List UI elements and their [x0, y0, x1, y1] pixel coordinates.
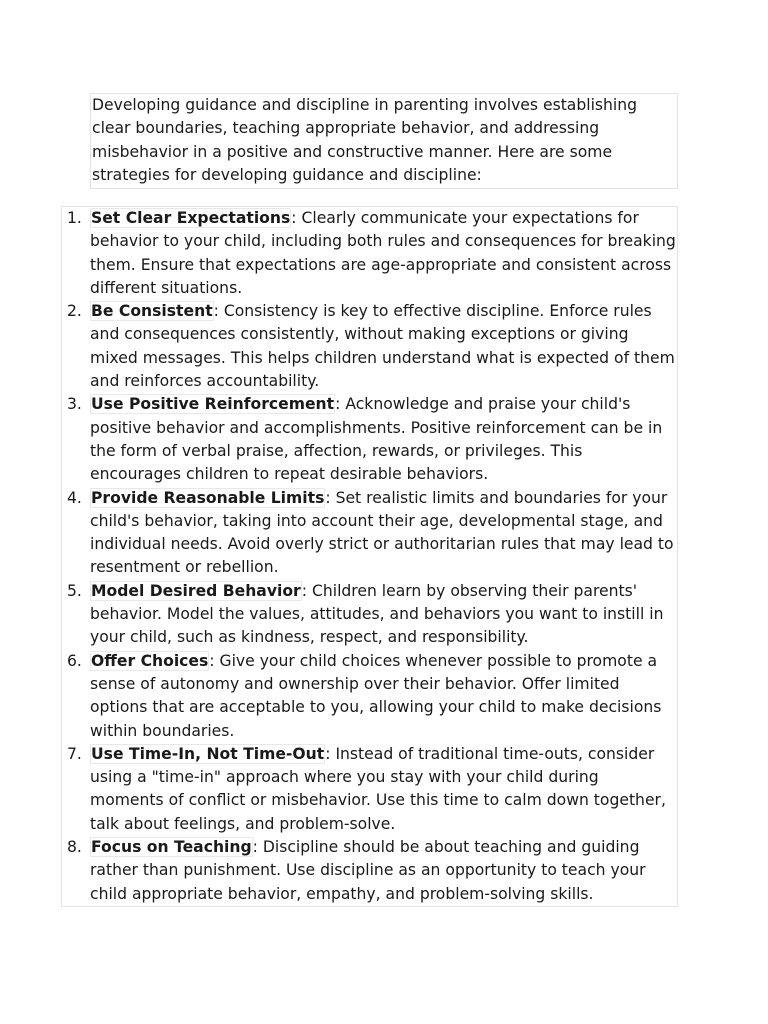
list-item-number: 2.: [67, 302, 82, 321]
list-item-text: : Set realistic limits and boundaries for your child's behavior, taking into account their age, developmental stage, and individual needs. Avoid overly strict or authoritarian rules that may lead to resentment or rebellion.: [90, 488, 674, 577]
list-item-text: : Instead of traditional time-outs, consider using a "time-in" approach where you stay with your child during moments of conflict or misbehavior. Use this time to calm down together, talk about feelings, and problem-solve.: [90, 744, 666, 833]
list-item-term: Provide Reasonable Limits: [91, 488, 325, 507]
list-item: [62, 650, 677, 743]
list-item-number: 1.: [67, 209, 82, 227]
list-item-term: Model Desired Behavior: [91, 581, 301, 600]
list-item: [62, 487, 677, 580]
list-item-text: : Children learn by observing their parents' behavior. Model the values, attitudes, and behaviors you want to instill in your child, such as kindness, respect, and responsibility.: [90, 581, 664, 647]
list-item-term: Offer Choices: [91, 651, 209, 670]
list-item-number: 4.: [67, 488, 82, 507]
list-item: [62, 393, 677, 486]
list-item-number: 3.: [67, 395, 82, 414]
list-item: [62, 743, 677, 836]
intro-paragraph: Developing guidance and discipline in parenting involves establishing clear boundaries, teaching appropriate behavior, and addressing misbehavior in a positive and constructive manner. Here are some strategies for developing guidance and discipline:: [90, 93, 678, 189]
list-item-text: : Give your child choices whenever possible to promote a sense of autonomy and ownership over their behavior. Offer limited options that are acceptable to you, allowing your child to make decisions within boundaries.: [90, 651, 662, 740]
list-item-term: Use Positive Reinforcement: [91, 395, 335, 414]
list-item-term: Set Clear Expectations: [91, 209, 291, 227]
list-item-term: Use Time-In, Not Time-Out: [91, 744, 325, 763]
list-item-number: 6.: [67, 651, 82, 670]
list-item-number: 8.: [67, 838, 82, 857]
list-item: [62, 580, 677, 650]
list-item-term: Be Consistent: [91, 302, 213, 321]
list-item: [62, 836, 677, 906]
list-item: [62, 300, 677, 393]
list-item-number: 5.: [67, 581, 82, 600]
list-item-number: 7.: [67, 744, 82, 763]
list-item-text: : Clearly communicate your expectations for behavior to your child, including both rules and consequences for breaking them. Ensure that expectations are age-appropriate and consistent across different situations.: [90, 209, 676, 297]
list-item-term: Focus on Teaching: [91, 838, 252, 857]
list-item: [62, 207, 677, 300]
strategy-list: [62, 207, 677, 906]
list-item-text: : Consistency is key to effective discipline. Enforce rules and consequences consistently, without making exceptions or giving mixed messages. This helps children understand what is expected of them and reinforces accountability.: [90, 302, 675, 391]
strategy-list-container: [61, 206, 678, 907]
list-item-text: : Acknowledge and praise your child's positive behavior and accomplishments. Positive reinforcement can be in the form of verbal praise, affection, rewards, or privileges. This encourages children to repeat desirable behaviors.: [90, 395, 663, 484]
list-item-text: : Discipline should be about teaching and guiding rather than punishment. Use discipline as an opportunity to teach your child appropriate behavior, empathy, and problem-solving skills.: [90, 838, 646, 903]
